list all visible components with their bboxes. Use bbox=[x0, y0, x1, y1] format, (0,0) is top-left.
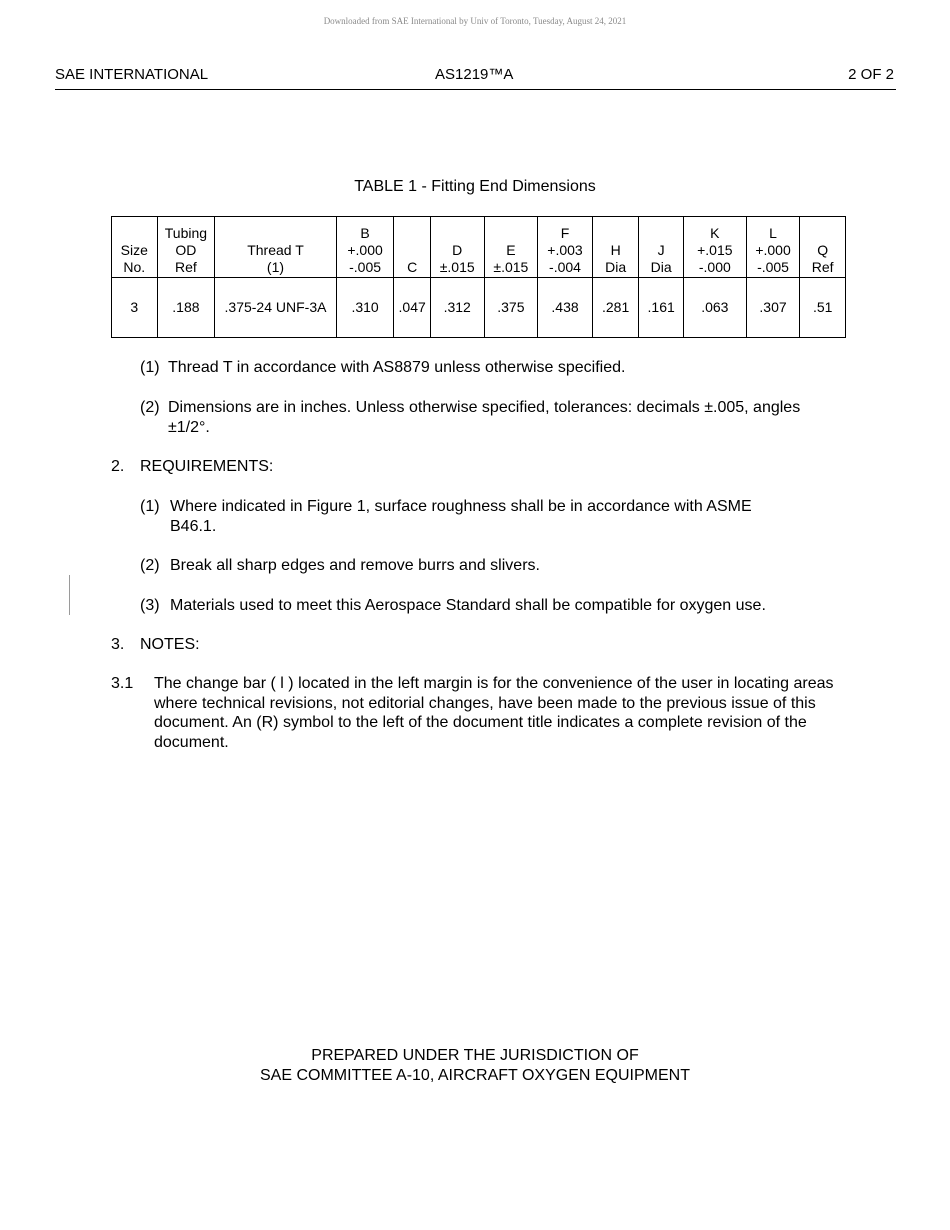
requirements-heading: 2. REQUIREMENTS: bbox=[111, 458, 274, 475]
table-cell: .281 bbox=[592, 278, 639, 338]
table-cell: .063 bbox=[683, 278, 746, 338]
table-cell: .047 bbox=[394, 278, 430, 338]
footer-line-2: SAE COMMITTEE A-10, AIRCRAFT OXYGEN EQUIPMENT bbox=[260, 1067, 690, 1084]
table-cell: 3 bbox=[112, 278, 158, 338]
table-cell: .375-24 UNF-3A bbox=[215, 278, 336, 338]
change-bar bbox=[69, 575, 70, 615]
header-k: K +.015 -.000 bbox=[683, 217, 746, 278]
table-cell: .312 bbox=[430, 278, 484, 338]
page-footer bbox=[0, 1046, 950, 1086]
table-note-1: (1) Thread T in accordance with AS8879 unless otherwise specified. bbox=[140, 359, 626, 376]
table-cell: .188 bbox=[157, 278, 215, 338]
header-page-number: 2 OF 2 bbox=[848, 66, 894, 83]
header-tubing: Tubing OD Ref bbox=[157, 217, 215, 278]
header-d: D ±.015 bbox=[430, 217, 484, 278]
header-j: J Dia bbox=[639, 217, 684, 278]
table-cell: .161 bbox=[639, 278, 684, 338]
requirement-item: (3) Materials used to meet this Aerospace Standard shall be compatible for oxygen use. bbox=[140, 597, 766, 614]
notes-heading: 3. NOTES: bbox=[111, 636, 200, 653]
header-l: L +.000 -.005 bbox=[746, 217, 800, 278]
page-header bbox=[55, 66, 896, 90]
table-cell: .375 bbox=[484, 278, 538, 338]
notes-item: 3.1 The change bar ( l ) located in the left margin is for the convenience of the user in locating areas where technical revisions, not editorial changes, have been made to the previous issue of this document. An (R) symbol to the left of the document title indicates a complete revision of the document. bbox=[111, 675, 834, 751]
header-q: Q Ref bbox=[800, 217, 846, 278]
table-header-row bbox=[112, 217, 846, 278]
header-c: C bbox=[394, 217, 430, 278]
requirement-item: (1) Where indicated in Figure 1, surface roughness shall be in accordance with ASME B46.1. bbox=[140, 498, 752, 535]
header-f: F +.003 -.004 bbox=[538, 217, 593, 278]
header-org: SAE INTERNATIONAL bbox=[55, 66, 209, 83]
header-doc-id: AS1219™A bbox=[435, 66, 514, 83]
header-size: Size No. bbox=[112, 217, 158, 278]
table-note-2: (2) Dimensions are in inches. Unless otherwise specified, tolerances: decimals ±.005, angles ±1/2°. bbox=[140, 399, 801, 436]
table-cell: .307 bbox=[746, 278, 800, 338]
header-thread: Thread T (1) bbox=[215, 217, 336, 278]
table-cell: .438 bbox=[538, 278, 593, 338]
requirement-item: (2) Break all sharp edges and remove burrs and slivers. bbox=[140, 557, 540, 574]
fitting-dimensions-table bbox=[111, 216, 846, 338]
header-h: H Dia bbox=[592, 217, 639, 278]
header-b: B +.000 -.005 bbox=[336, 217, 394, 278]
table-title: TABLE 1 - Fitting End Dimensions bbox=[354, 178, 596, 195]
header-e: E ±.015 bbox=[484, 217, 538, 278]
footer-line-1: PREPARED UNDER THE JURISDICTION OF bbox=[311, 1047, 639, 1064]
download-note: Downloaded from SAE International by Univ of Toronto, Tuesday, August 24, 2021 bbox=[323, 16, 627, 26]
table-cell: .51 bbox=[800, 278, 846, 338]
table-row bbox=[112, 278, 846, 338]
table-cell: .310 bbox=[336, 278, 394, 338]
